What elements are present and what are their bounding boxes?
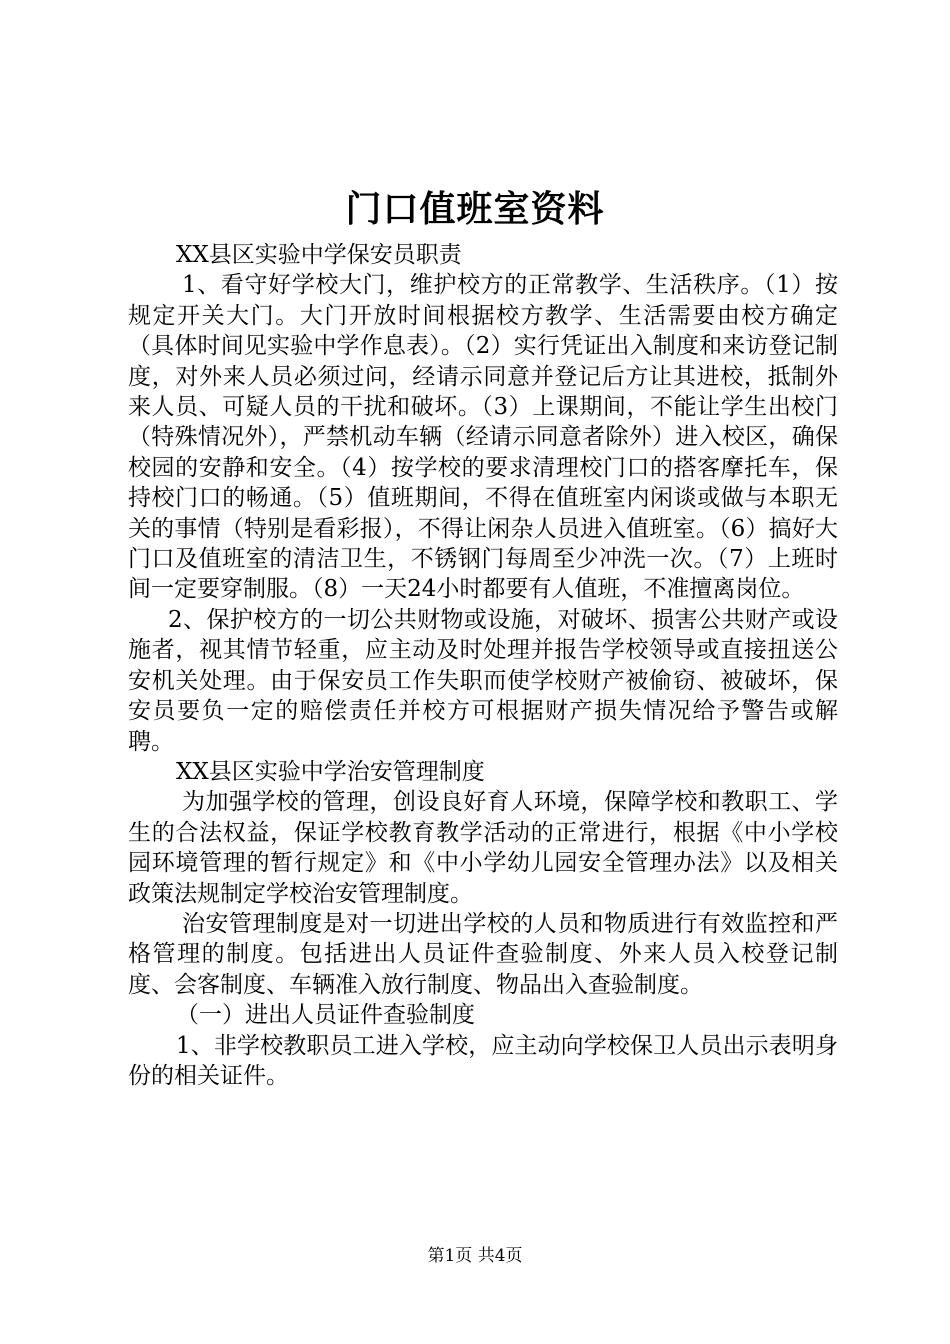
paragraph-id-check-1: 1、非学校教职员工进入学校，应主动向学校保卫人员出示表明身份的相关证件。: [128, 1032, 838, 1089]
page-number-footer: 第1页 共4页: [427, 1246, 523, 1266]
paragraph-rules-intro: 为加强学校的管理，创设良好育人环境，保障学校和教职工、学生的合法权益，保证学校教育教学活动的正常进行，根据《中小学校园环境管理的暂行规定》和《中小学幼儿园安全管理办法》以及相关政策法规制定学校治安管理制度。: [128, 789, 838, 907]
document-title: 门口值班室资料: [345, 188, 605, 230]
subsection-heading-id-check: （一）进出人员证件查验制度: [176, 1002, 475, 1029]
section-heading-security-rules: XX县区实验中学治安管理制度: [176, 758, 485, 785]
paragraph-duty-2: 2、保护校方的一切公共财物或设施，对破坏、损害公共财产或设施者，视其情节轻重，应主动及时处理并报告学校领导或直接扭送公安机关处理。由于保安员工作失职而使学校财产被偷窃、被破坏，保安员要负一定的赔偿责任并校方可根据财产损失情况给予警告或解聘。: [128, 606, 838, 755]
paragraph-rules-definition: 治安管理制度是对一切进出学校的人员和物质进行有效监控和严格管理的制度。包括进出人员证件查验制度、外来人员入校登记制度、会客制度、车辆准入放行制度、物品出入查验制度。: [128, 910, 838, 998]
document-body: [128, 240, 838, 1091]
section-heading-guard-duties: XX县区实验中学保安员职责: [176, 242, 462, 268]
paragraph-duty-1: 1、看守好学校大门，维护校方的正常教学、生活秩序。（1）按规定开关大门。大门开放时间根据校方教学、生活需要由校方确定（具体时间见实验中学作息表）。（2）实行凭证出入制度和来访登记制度，对外来人员必须过问，经请示同意并登记后方让其进校，抵制外来人员、可疑人员的干扰和破坏。（3）上课期间，不能让学生出校门（特殊情况外），严禁机动车辆（经请示同意者除外）进入校区，确保校园的安静和安全。（4）按学校的要求清理校门口的搭客摩托车，保持校门口的畅通。（5）值班期间，不得在值班室内闲谈或做与本职无关的事情（特别是看彩报），不得让闲杂人员进入值班室。（6）搞好大门口及值班室的清洁卫生，不锈钢门每周至少冲洗一次。（7）上班时间一定要穿制服。（8）一天24小时都要有人值班，不准擅离岗位。: [128, 272, 838, 603]
